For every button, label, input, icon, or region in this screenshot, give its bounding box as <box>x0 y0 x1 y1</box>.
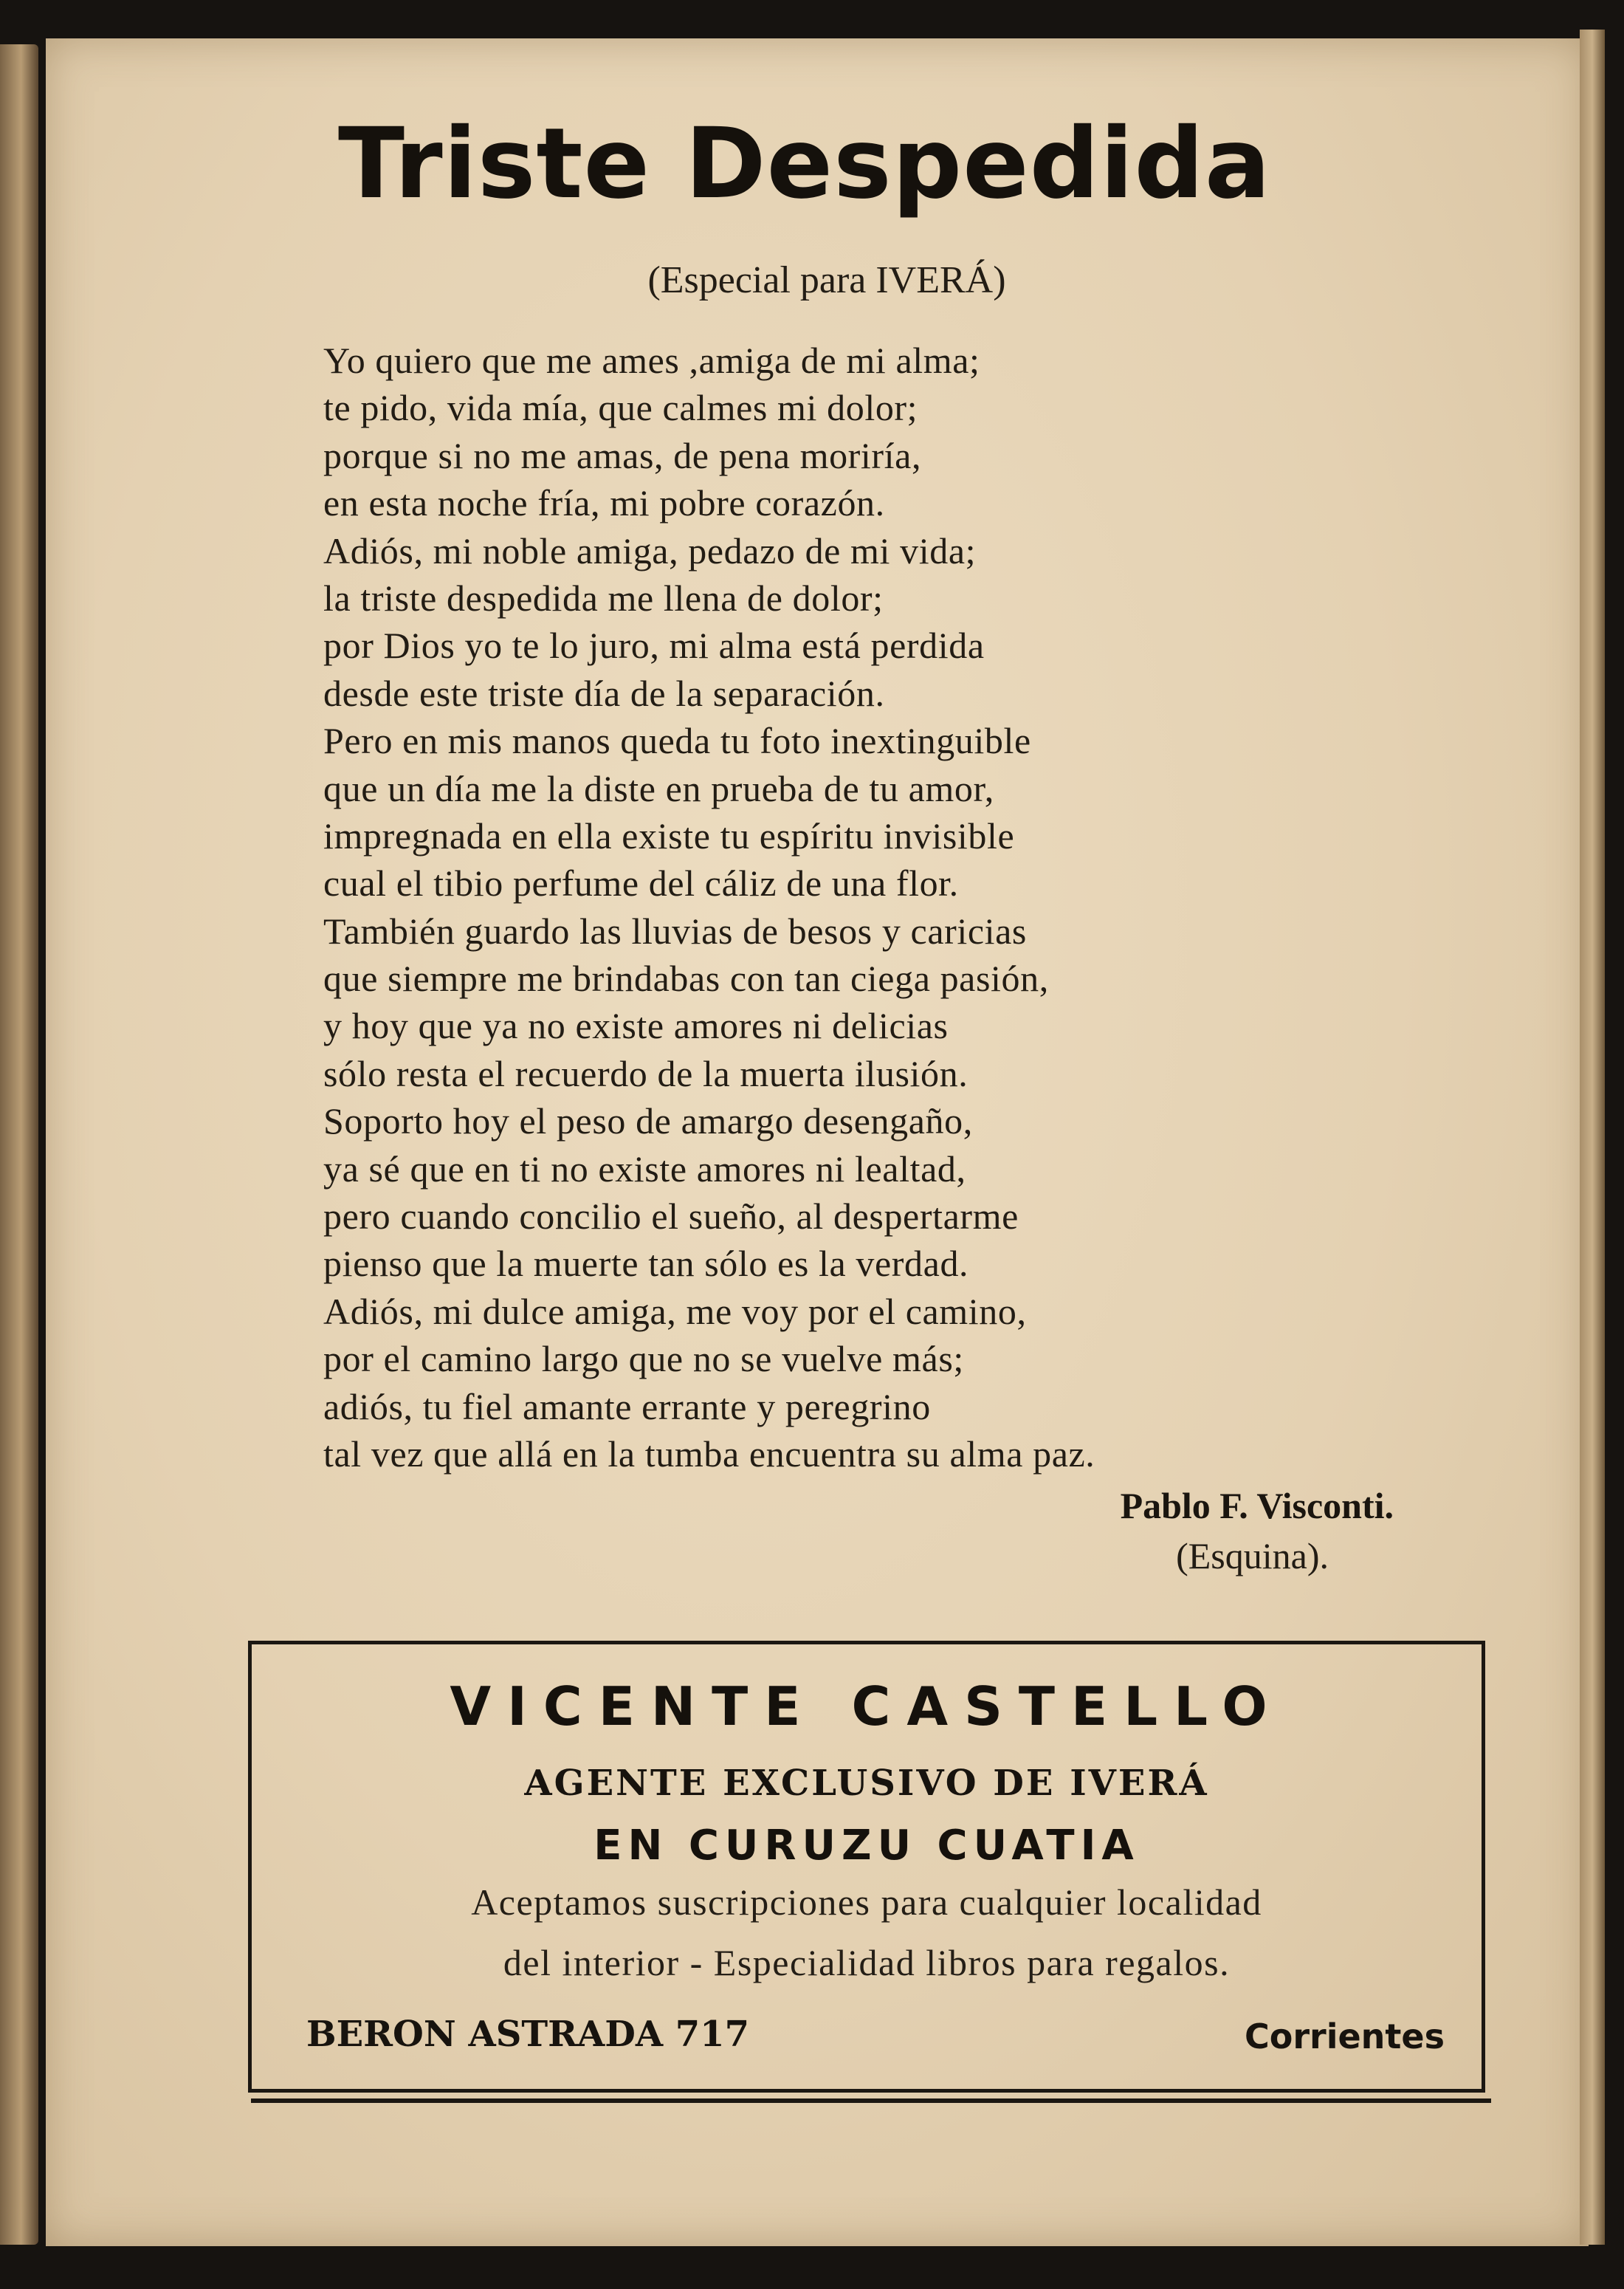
ad-text-line: del interior - Especialidad libros para regalos. <box>503 1942 1231 1983</box>
poem-line: También guardo las lluvias de besos y caricias <box>323 910 1027 952</box>
poem-line: sólo resta el recuerdo de la muerta ilusión. <box>323 1052 968 1094</box>
poem-line: porque si no me amas, de pena moriría, <box>323 434 922 476</box>
poem-line: y hoy que ya no existe amores ni delicias <box>323 1005 949 1047</box>
left-page-edge <box>0 44 38 2245</box>
poem-line: adiós, tu fiel amante errante y peregrino <box>323 1385 931 1427</box>
poem-line: desde este triste día de la separación. <box>323 672 885 714</box>
poem-author-place: (Esquina). <box>1176 1535 1329 1576</box>
poem-body <box>323 337 1095 1478</box>
poem-line: Adiós, mi dulce amiga, me voy por el camino, <box>323 1290 1027 1332</box>
poem-line: Pero en mis manos queda tu foto inextinguible <box>323 720 1031 762</box>
ad-address: BERON ASTRADA 717 <box>306 2014 749 2055</box>
poem-line: ya sé que en ti no existe amores ni lealtad, <box>323 1147 966 1190</box>
poem-author: Pablo F. Visconti. <box>1120 1485 1394 1526</box>
poem-title: Triste Despedida <box>337 107 1271 221</box>
poem-line: que siempre me brindabas con tan ciega pasión, <box>323 958 1049 1000</box>
ad-province: Corrientes <box>1244 2017 1445 2056</box>
poem-subtitle: (Especial para IVERÁ) <box>647 259 1006 301</box>
poem-line: Adiós, mi noble amiga, pedazo de mi vida; <box>323 529 977 572</box>
poem-line: Yo quiero que me ames ,amiga de mi alma; <box>323 340 980 381</box>
right-page-edge <box>1580 30 1605 2245</box>
ad-bottom-rule <box>251 2098 1491 2103</box>
poem-line: cual el tibio perfume del cáliz de una flor. <box>323 862 959 905</box>
poem-line: pienso que la muerte tan sólo es la verdad. <box>323 1243 969 1285</box>
poem-line: Soporto hoy el peso de amargo desengaño, <box>323 1100 973 1142</box>
poem-line: impregnada en ella existe tu espíritu invisible <box>323 814 1015 857</box>
poem-line: te pido, vida mía, que calmes mi dolor; <box>323 387 918 429</box>
poem-line: tal vez que allá en la tumba encuentra su alma paz. <box>323 1432 1095 1475</box>
poem-line: por Dios yo te lo juro, mi alma está perdida <box>323 625 985 667</box>
poem-line: en esta noche fría, mi pobre corazón. <box>323 482 885 524</box>
poem-line: la triste despedida me llena de dolor; <box>323 577 884 619</box>
ad-business-name: VICENTE CASTELLO <box>450 1675 1284 1737</box>
poem-line: por el camino largo que no se vuelve más; <box>323 1338 964 1380</box>
ad-agent-line: AGENTE EXCLUSIVO DE IVERÁ <box>524 1763 1209 1804</box>
ad-city-line: EN CURUZU CUATIA <box>593 1822 1140 1870</box>
ad-text-line: Aceptamos suscripciones para cualquier localidad <box>471 1881 1262 1923</box>
poem-line: pero cuando concilio el sueño, al despertarme <box>323 1195 1019 1238</box>
advertisement-box <box>248 1641 1485 2093</box>
poem-line: que un día me la diste en prueba de tu amor, <box>323 767 994 809</box>
